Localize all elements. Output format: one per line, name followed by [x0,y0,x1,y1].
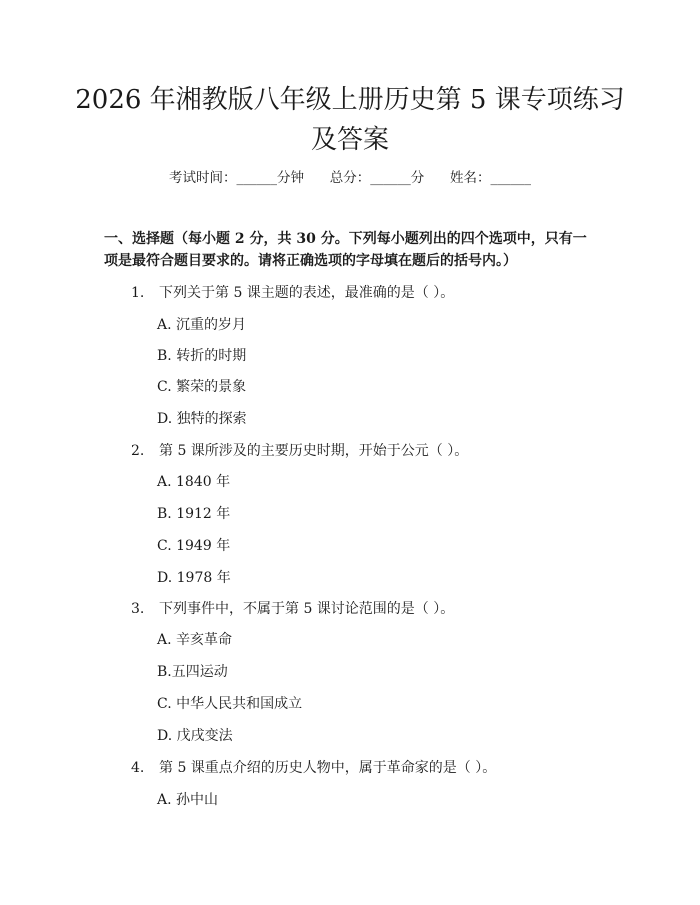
question-3-option-a: A. 辛亥革命 [157,632,233,648]
question-3-option-b: B.五四运动 [157,664,228,680]
question-text: 第 5 课所涉及的主要历史时期，开始于公元（ ）。 [159,443,469,459]
question-4 [131,758,496,778]
question-number: 3. [131,601,145,617]
question-1-option-d: D. 独特的探索 [157,411,247,427]
question-text: 第 5 课重点介绍的历史人物中，属于革命家的是（ ）。 [159,760,497,776]
question-2-option-c: C. 1949 年 [157,538,231,554]
question-4-option-a: A. 孙中山 [157,792,219,808]
question-1-option-c: C. 繁荣的景象 [157,379,247,395]
question-2-option-d: D. 1978 年 [157,570,231,586]
question-1 [131,283,454,303]
question-number: 4. [131,760,145,776]
question-1-option-b: B. 转折的时期 [157,348,247,364]
question-text: 下列事件中，不属于第 5 课讨论范围的是（ ）。 [159,601,455,617]
section-heading: 一、选择题（每小题 2 分，共 30 分。下列每小题列出的四个选项中，只有一项是最符合题目要求的。请将正确选项的字母填在题后的括号内。） [104,231,587,269]
document-title: 2026 年湘教版八年级上册历史第 5 课专项练习及答案 [75,85,625,155]
question-text: 下列关于第 5 课主题的表述，最准确的是（ ）。 [159,285,455,301]
question-number: 1. [131,285,145,301]
question-3-option-c: C. 中华人民共和国成立 [157,696,303,712]
question-1-option-a: A. 沉重的岁月 [157,317,247,333]
question-2 [131,441,468,461]
question-2-option-b: B. 1912 年 [157,506,231,522]
exam-info: 考试时间：______分钟 总分：______分 姓名：______ [169,170,531,186]
question-number: 2. [131,443,145,459]
question-3-option-d: D. 戊戌变法 [157,728,233,744]
question-3 [131,599,454,619]
question-2-option-a: A. 1840 年 [157,474,231,490]
